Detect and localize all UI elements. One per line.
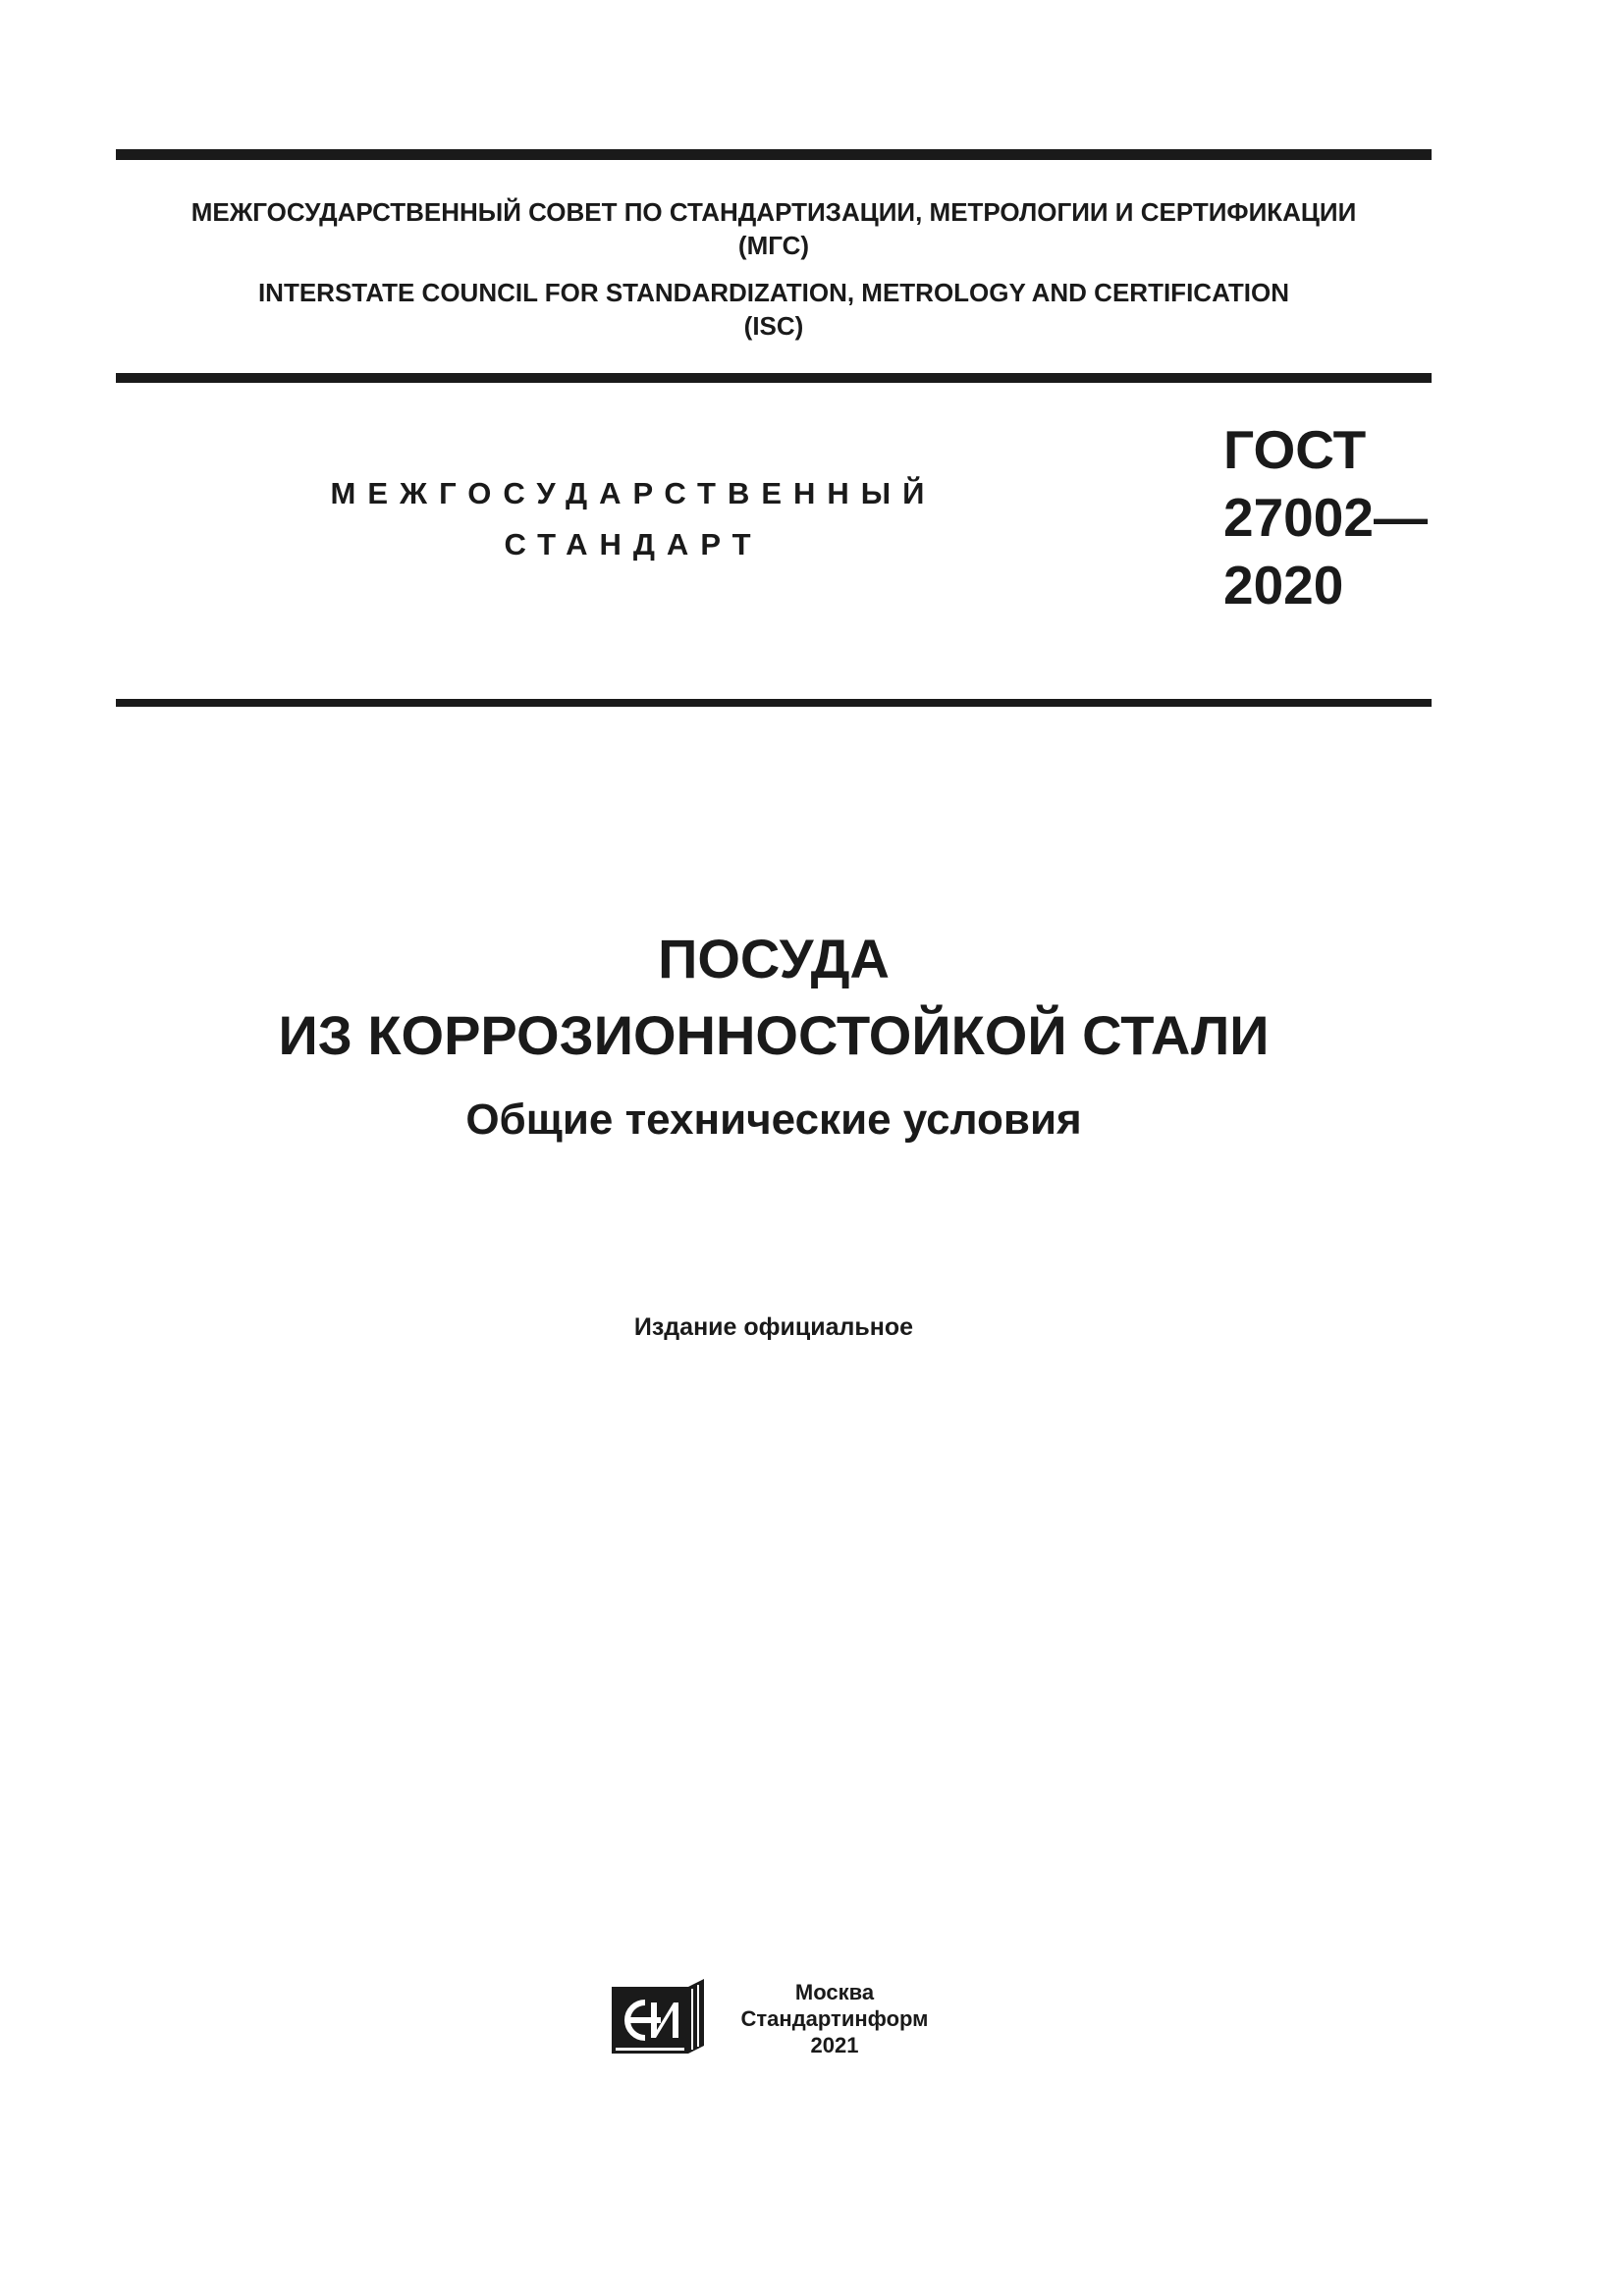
document-title [116,921,1432,1074]
bottom-rule [116,699,1432,707]
middle-rule [116,373,1432,383]
council-name-ru [116,195,1432,262]
publisher-city: Москва [794,1980,875,2004]
council-name-ru-text: МЕЖГОСУДАРСТВЕННЫЙ СОВЕТ ПО СТАНДАРТИЗАЦИИ, МЕТРОЛОГИИ И СЕРТИФИКАЦИИ [190,197,1357,227]
standard-label-line1: МЕЖГОСУДАРСТВЕННЫЙ [330,476,937,510]
gost-code-line3: 2020 [1223,555,1344,615]
gost-code-line2: 27002— [1223,487,1428,548]
council-abbr-en: (ISC) [743,311,804,341]
council-name-en [116,276,1432,343]
gost-code-line1: ГОСТ [1223,419,1367,480]
council-abbr-ru: (МГС) [737,231,810,260]
standartinform-logo-icon [610,1977,708,2056]
top-rule [116,149,1432,160]
standard-type-label [295,468,972,570]
title-line1: ПОСУДА [658,928,890,989]
gost-designation [1223,416,1428,619]
edition-label: Издание официальное [633,1313,914,1341]
title-line2: ИЗ КОРРОЗИОННОСТОЙКОЙ СТАЛИ [278,1004,1270,1066]
council-name-en-text: INTERSTATE COUNCIL FOR STANDARDIZATION, METROLOGY AND CERTIFICATION [257,278,1290,307]
document-subtitle: Общие технические условия [465,1095,1082,1144]
standard-label-line2: СТАНДАРТ [504,527,763,561]
publisher-imprint [727,1979,943,2058]
publisher-name: Стандартинформ [740,2006,929,2031]
publisher-year: 2021 [810,2033,859,2057]
